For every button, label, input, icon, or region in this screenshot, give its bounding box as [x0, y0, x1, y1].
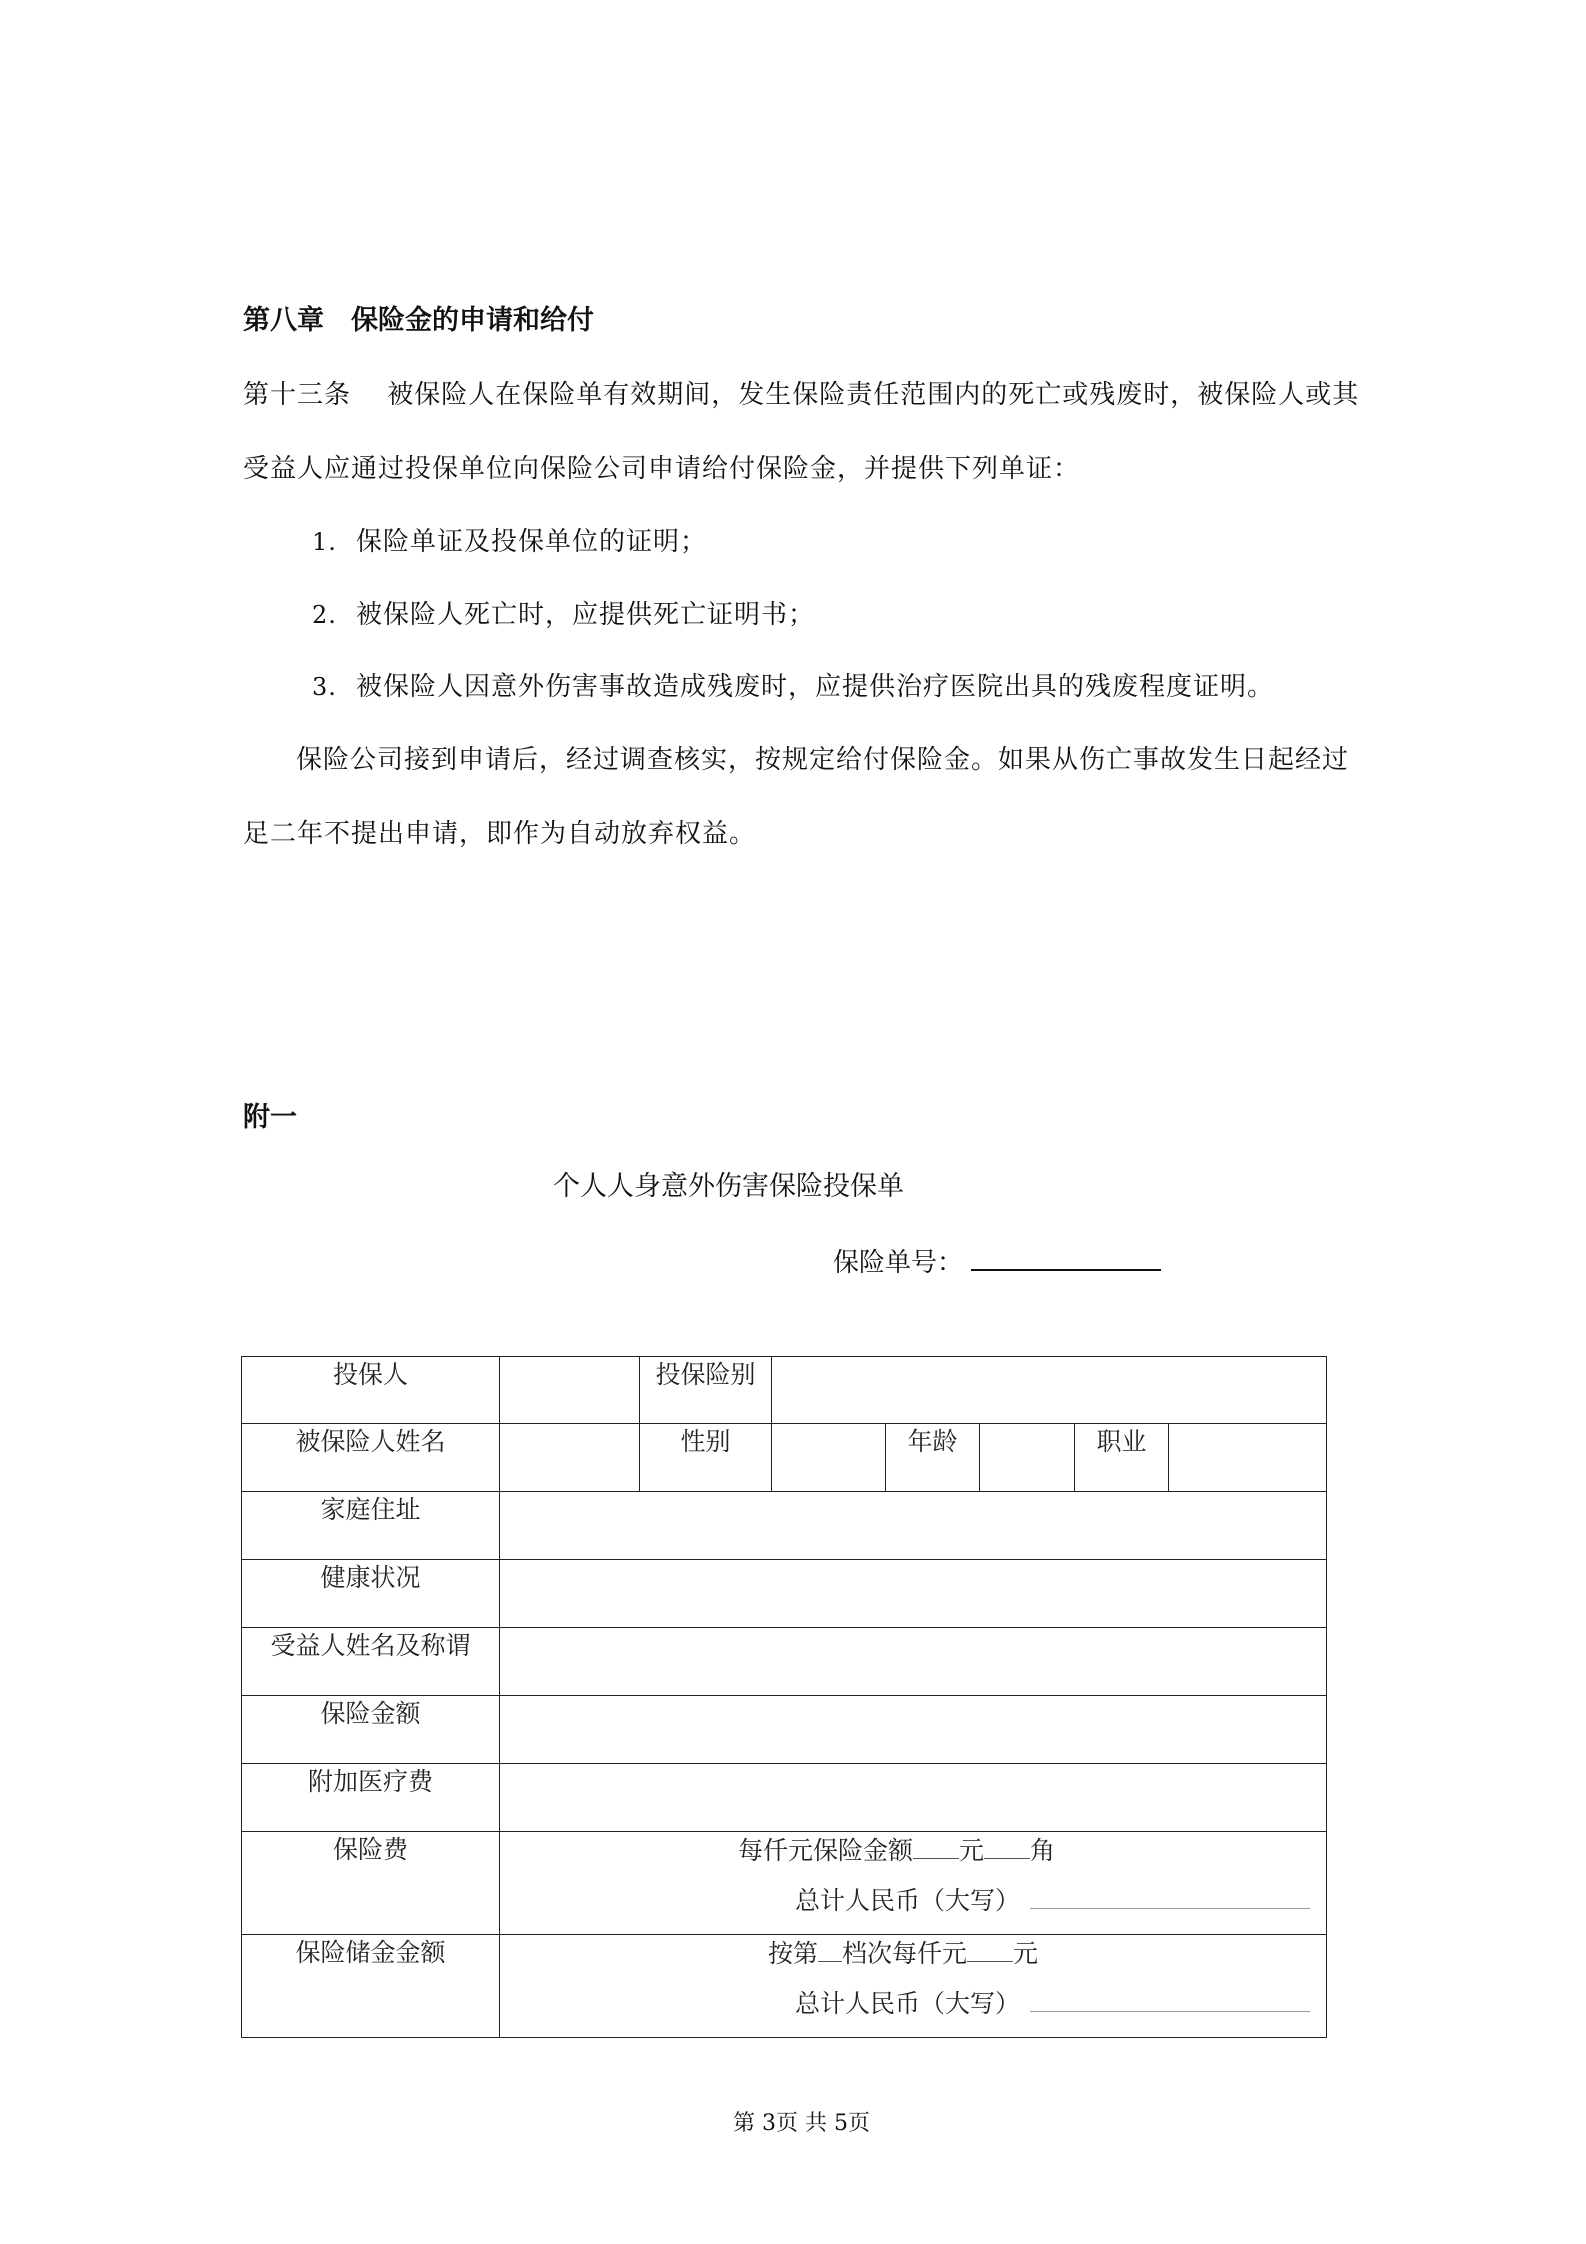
- list-item-text: 保险单证及投保单位的证明；: [356, 527, 708, 557]
- list-item-number: 3.: [312, 673, 337, 701]
- deposit-amount-label: 保险储金金额: [295, 1938, 446, 1967]
- table-row: [242, 1832, 1327, 1935]
- article-13-line-2: 受益人应通过投保单位向保险公司申请给付保险金，并提供下列单证：: [243, 454, 1081, 484]
- deposit-yuan-blank[interactable]: [967, 1939, 1013, 1962]
- claim-deadline-line-2: 足二年不提出申请，即作为自动放弃权益。: [243, 819, 757, 849]
- gender-value-cell[interactable]: [772, 1424, 886, 1492]
- list-item: [312, 666, 1274, 703]
- table-row: [242, 1764, 1327, 1832]
- deposit-tier-text: 按第: [768, 1939, 819, 1968]
- deposit-amount-label-cell: [242, 1935, 500, 2038]
- beneficiary-value-cell[interactable]: [500, 1628, 1327, 1696]
- premium-rate-text: 每仟元保险金额: [738, 1836, 914, 1865]
- health-status-label-cell: [242, 1560, 500, 1628]
- home-address-label-cell: [242, 1492, 500, 1560]
- sum-insured-label: 保险金额: [320, 1699, 421, 1728]
- yuan-unit: 元: [1013, 1939, 1039, 1968]
- table-row: [242, 1935, 1327, 2038]
- beneficiary-label-cell: [242, 1628, 500, 1696]
- premium-total-label: 总计人民币（大写）: [795, 1886, 1021, 1915]
- age-value-cell[interactable]: [980, 1424, 1075, 1492]
- medical-fee-label-cell: [242, 1764, 500, 1832]
- list-item-number: 2.: [312, 601, 337, 629]
- list-item: [312, 521, 707, 558]
- premium-jiao-blank[interactable]: [984, 1836, 1030, 1859]
- table-row: [242, 1696, 1327, 1764]
- list-item: [312, 594, 815, 631]
- occupation-label: 职业: [1096, 1427, 1147, 1456]
- premium-label: 保险费: [332, 1835, 408, 1864]
- health-status-label: 健康状况: [320, 1563, 421, 1592]
- policy-number-blank[interactable]: [971, 1247, 1161, 1271]
- yuan-unit: 元: [959, 1836, 985, 1865]
- chapter-heading: 第八章 保险金的申请和给付: [243, 305, 594, 336]
- insured-name-value-cell[interactable]: [500, 1424, 640, 1492]
- occupation-label-cell: [1075, 1424, 1169, 1492]
- premium-yuan-blank[interactable]: [913, 1836, 959, 1859]
- gender-label-cell: [640, 1424, 772, 1492]
- insurance-type-value-cell[interactable]: [772, 1357, 1327, 1424]
- age-label-cell: [886, 1424, 980, 1492]
- appendix-label: 附一: [243, 1102, 297, 1133]
- table-row: [242, 1628, 1327, 1696]
- list-item-number: 1.: [312, 528, 337, 556]
- deposit-rate-text: 档次每仟元: [842, 1939, 968, 1968]
- applicant-label-cell: [242, 1357, 500, 1424]
- deposit-total-blank[interactable]: [1030, 1989, 1310, 2012]
- list-item-text: 被保险人因意外伤害事故造成残废时，应提供治疗医院出具的残废程度证明。: [356, 672, 1275, 702]
- medical-fee-value-cell[interactable]: [500, 1764, 1327, 1832]
- applicant-value-cell[interactable]: [500, 1357, 640, 1424]
- table-row: [242, 1560, 1327, 1628]
- deposit-rate-line: [500, 1939, 1326, 1983]
- insurance-type-label-cell: [640, 1357, 772, 1424]
- form-title: 个人人身意外伤害保险投保单: [553, 1171, 904, 1202]
- age-label: 年龄: [907, 1427, 958, 1456]
- table-row: [242, 1492, 1327, 1560]
- beneficiary-label: 受益人姓名及称谓: [270, 1631, 471, 1660]
- claim-deadline-line-1: 保险公司接到申请后，经过调查核实，按规定给付保险金。如果从伤亡事故发生日起经过: [296, 745, 1350, 775]
- sum-insured-value-cell[interactable]: [500, 1696, 1327, 1764]
- page-footer: 第 3页 共 5页: [733, 2111, 870, 2136]
- insured-name-label-cell: [242, 1424, 500, 1492]
- policy-number-field: [833, 1242, 1161, 1279]
- occupation-value-cell[interactable]: [1169, 1424, 1327, 1492]
- deposit-tier-blank[interactable]: [818, 1939, 842, 1962]
- premium-value-cell: [500, 1832, 1327, 1935]
- medical-fee-label: 附加医疗费: [307, 1767, 433, 1796]
- premium-total-blank[interactable]: [1030, 1886, 1310, 1909]
- table-row: [242, 1357, 1327, 1424]
- deposit-total-label: 总计人民币（大写）: [795, 1989, 1021, 2018]
- health-status-value-cell[interactable]: [500, 1560, 1327, 1628]
- insured-name-label: 被保险人姓名: [295, 1427, 446, 1456]
- applicant-label: 投保人: [332, 1360, 408, 1389]
- list-item-text: 被保险人死亡时，应提供死亡证明书；: [356, 600, 816, 630]
- sum-insured-label-cell: [242, 1696, 500, 1764]
- table-row: [242, 1424, 1327, 1492]
- jiao-unit: 角: [1030, 1836, 1056, 1865]
- home-address-value-cell[interactable]: [500, 1492, 1327, 1560]
- insurance-type-label: 投保险别: [655, 1360, 756, 1389]
- article-13-line-1: 第十三条 被保险人在保险单有效期间，发生保险责任范围内的死亡或残废时，被保险人或其: [243, 380, 1360, 410]
- application-form-table: [241, 1356, 1327, 2038]
- gender-label: 性别: [680, 1427, 731, 1456]
- policy-number-label: 保险单号：: [833, 1248, 964, 1278]
- premium-label-cell: [242, 1832, 500, 1935]
- premium-rate-line: [500, 1836, 1326, 1880]
- home-address-label: 家庭住址: [320, 1495, 421, 1524]
- deposit-total-line: [500, 1989, 1326, 2018]
- deposit-amount-value-cell: [500, 1935, 1327, 2038]
- premium-total-line: [500, 1886, 1326, 1915]
